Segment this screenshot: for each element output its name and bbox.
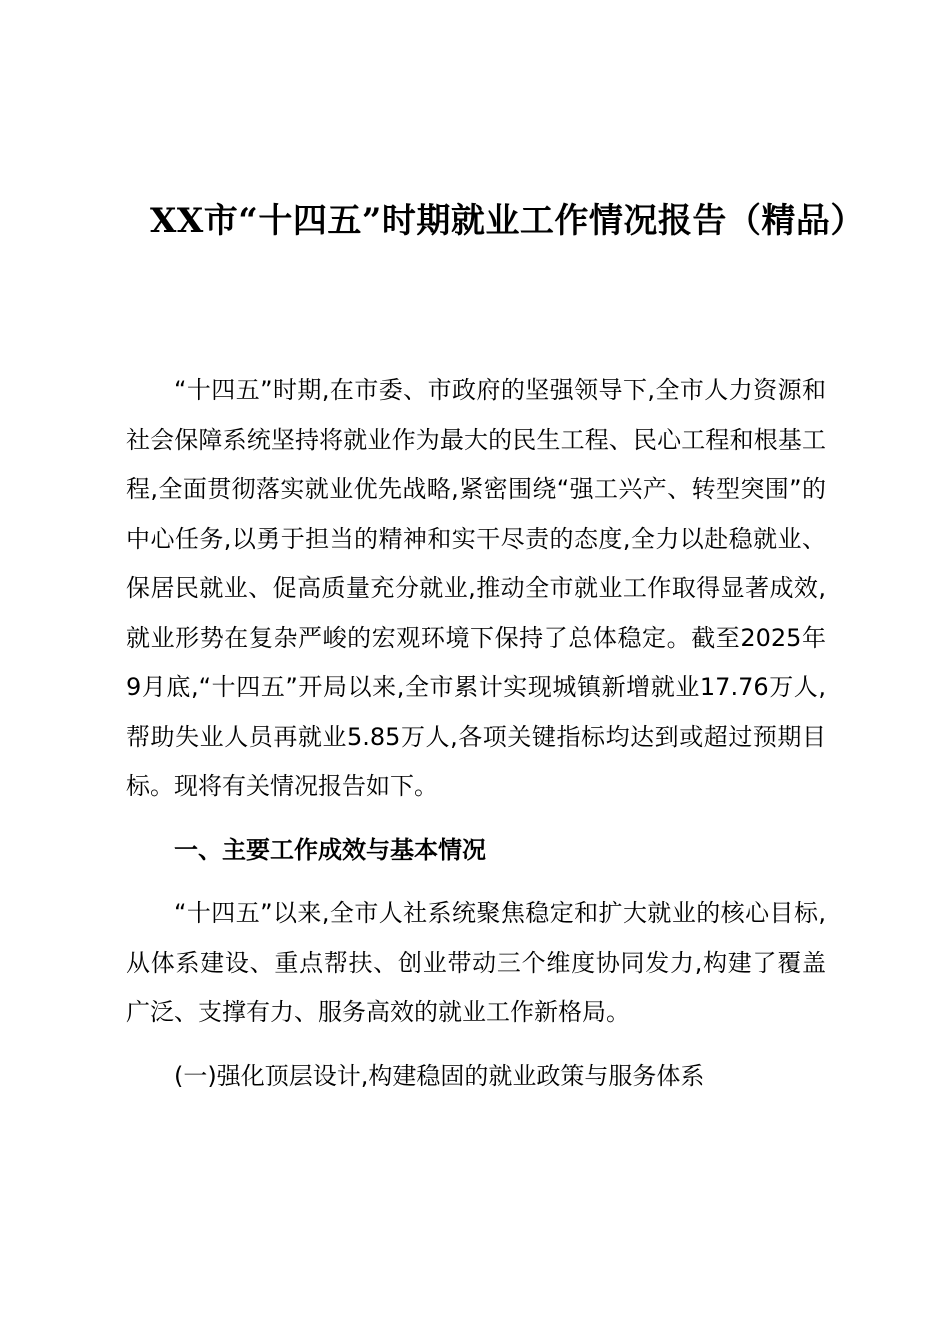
document-body [126, 366, 826, 1101]
section-heading-1: 一、主要工作成效与基本情况 [174, 835, 486, 864]
intro-paragraph: “十四五”时期,在市委、市政府的坚强领导下,全市人力资源和社会保障系统坚持将就业作为最大的民生工程、民心工程和根基工程,全面贯彻落实就业优先战略,紧密围绕“强工兴产、转型突围”的中心任务,以勇于担当的精神和实干尽责的态度,全力以赴稳就业、保居民就业、促高质量充分就业,推动全市就业工作取得显著成效,就业形势在复杂严峻的宏观环境下保持了总体稳定。截至2025年9月底,“十四五”开局以来,全市累计实现城镇新增就业17.76万人,帮助失业人员再就业5.85万人,各项关键指标均达到或超过预期目标。现将有关情况报告如下。 [126, 376, 826, 800]
section-1-paragraph: “十四五”以来,全市人社系统聚焦稳定和扩大就业的核心目标,从体系建设、重点帮扶、创业带动三个维度协同发力,构建了覆盖广泛、支撑有力、服务高效的就业工作新格局。 [126, 899, 826, 1026]
subsection-heading-1: (一)强化顶层设计,构建稳固的就业政策与服务体系 [174, 1061, 705, 1090]
document-title: XX市“十四五”时期就业工作情况报告（精品） [150, 201, 865, 241]
